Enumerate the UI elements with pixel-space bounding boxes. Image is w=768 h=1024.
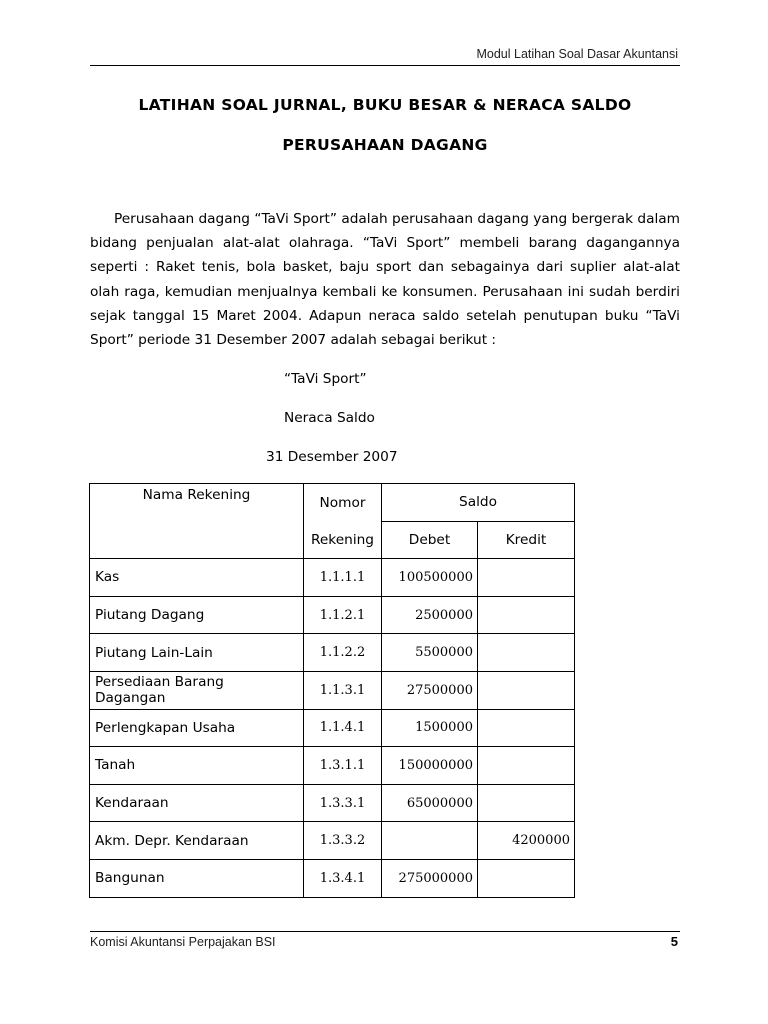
debit-cell: 27500000 xyxy=(382,671,478,709)
table-header-row xyxy=(90,484,575,522)
table-row xyxy=(90,822,575,860)
credit-cell xyxy=(478,784,575,822)
credit-cell xyxy=(478,596,575,634)
credit-cell xyxy=(478,709,575,747)
account-number-cell: 1.1.1.1 xyxy=(304,559,382,597)
credit-cell xyxy=(478,859,575,897)
page-number: 5 xyxy=(670,934,678,949)
debit-cell: 65000000 xyxy=(382,784,478,822)
debit-cell: 5500000 xyxy=(382,634,478,672)
account-number-cell: 1.3.4.1 xyxy=(304,859,382,897)
table-row xyxy=(90,596,575,634)
account-name-cell: Akm. Depr. Kendaraan xyxy=(90,822,304,860)
account-name-cell: Tanah xyxy=(90,747,304,785)
account-number-cell: 1.1.2.2 xyxy=(304,634,382,672)
account-number-cell: 1.1.4.1 xyxy=(304,709,382,747)
credit-cell xyxy=(478,747,575,785)
account-name-cell: Kendaraan xyxy=(90,784,304,822)
header-balance: Saldo xyxy=(382,484,575,522)
account-number-cell: 1.1.2.1 xyxy=(304,596,382,634)
account-number-cell: 1.1.3.1 xyxy=(304,671,382,709)
account-name-cell: Piutang Lain-Lain xyxy=(90,634,304,672)
page-footer: Komisi Akuntansi Perpajakan BSI xyxy=(90,935,276,949)
table-row xyxy=(90,671,575,709)
account-name-cell: Persediaan Barang Dagangan xyxy=(90,671,304,709)
table-row xyxy=(90,709,575,747)
table-row xyxy=(90,784,575,822)
account-number-cell: 1.3.3.2 xyxy=(304,822,382,860)
table-row xyxy=(90,634,575,672)
credit-cell xyxy=(478,634,575,672)
credit-cell xyxy=(478,559,575,597)
header-account-name: Nama Rekening xyxy=(90,484,304,559)
debit-cell: 2500000 xyxy=(382,596,478,634)
report-company: “TaVi Sport” xyxy=(284,371,367,387)
account-name-cell: Perlengkapan Usaha xyxy=(90,709,304,747)
header-debit: Debet xyxy=(382,521,478,559)
debit-cell: 275000000 xyxy=(382,859,478,897)
credit-cell: 4200000 xyxy=(478,822,575,860)
header-account-number-top: Nomor xyxy=(304,484,382,522)
credit-cell xyxy=(478,671,575,709)
debit-cell: 1500000 xyxy=(382,709,478,747)
report-date: 31 Desember 2007 xyxy=(266,449,398,465)
header-rule xyxy=(90,65,680,66)
header-account-number-bottom: Rekening xyxy=(304,521,382,559)
table-row xyxy=(90,559,575,597)
account-name-cell: Kas xyxy=(90,559,304,597)
footer-rule xyxy=(90,931,680,932)
document-title: LATIHAN SOAL JURNAL, BUKU BESAR & NERACA SALDO xyxy=(138,96,632,114)
account-number-cell: 1.3.3.1 xyxy=(304,784,382,822)
intro-paragraph xyxy=(90,207,680,352)
document-subtitle: PERUSAHAAN DAGANG xyxy=(282,136,488,154)
debit-cell: 150000000 xyxy=(382,747,478,785)
table-row xyxy=(90,747,575,785)
account-number-cell: 1.3.1.1 xyxy=(304,747,382,785)
report-name: Neraca Saldo xyxy=(284,410,375,426)
page-header: Modul Latihan Soal Dasar Akuntansi xyxy=(476,47,678,61)
header-credit: Kredit xyxy=(478,521,575,559)
account-name-cell: Bangunan xyxy=(90,859,304,897)
intro-paragraph-text: Perusahaan dagang “TaVi Sport” adalah perusahaan dagang yang bergerak dalam bidang penjualan alat-alat olahraga. “TaVi Sport” membeli barang dagangannya seperti : Raket tenis, bola basket, baju sport dan sebagainya dari suplier alat-alat olah raga, kemudian menjualnya kembali ke konsumen. Perusahaan ini sudah berdiri sejak tanggal 15 Maret 2004. Adapun neraca saldo setelah penutupan buku “TaVi Sport” periode 31 Desember 2007 adalah sebagai berikut : xyxy=(90,211,680,349)
debit-cell: 100500000 xyxy=(382,559,478,597)
account-name-cell: Piutang Dagang xyxy=(90,596,304,634)
trial-balance-table xyxy=(89,483,575,898)
debit-cell xyxy=(382,822,478,860)
table-row xyxy=(90,859,575,897)
